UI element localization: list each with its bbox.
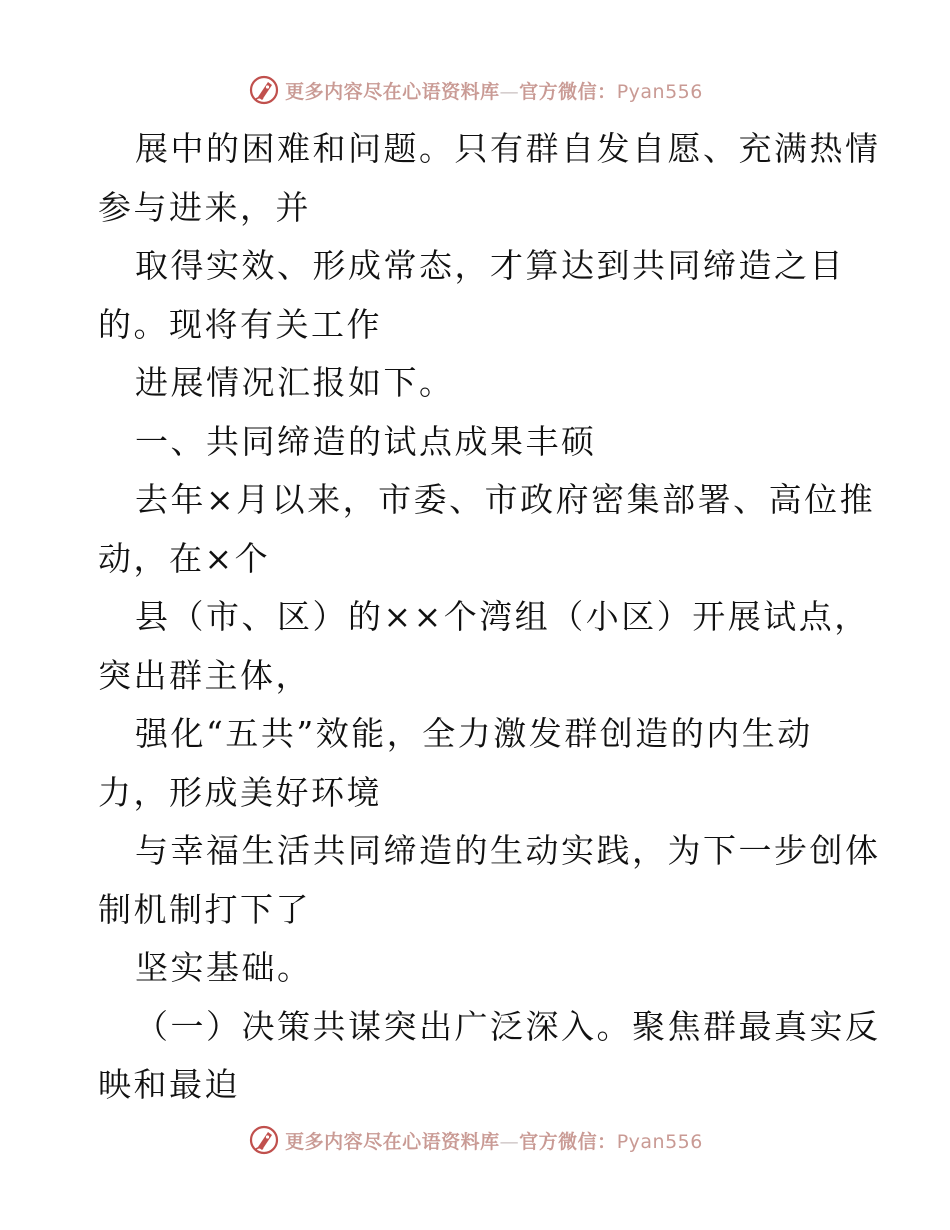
text-line: 突出群主体， <box>98 655 311 695</box>
text-line: 力，形成美好环境 <box>98 772 382 812</box>
section-heading: 一、共同缔造的试点成果丰硕 <box>135 421 597 461</box>
text-line: 动，在×个 <box>98 538 271 578</box>
text-line: 进展情况汇报如下。 <box>135 363 455 402</box>
text-line: 映和最迫 <box>98 1065 240 1104</box>
pen-nib-logo-icon <box>247 73 281 107</box>
text-line: 的。现将有关工作 <box>98 304 382 344</box>
subsection-heading: （一）决策共谋突出广泛深入。聚焦群最真实反 <box>135 1006 881 1046</box>
watermark-text: 更多内容尽在心语资料库—官方微信：Pyan556 <box>285 80 703 103</box>
text-line: 去年×月以来，市委、市政府密集部署、高位推 <box>135 480 876 519</box>
text-line: 参与进来，并 <box>98 187 311 227</box>
text-line: 展中的困难和问题。只有群自发自愿、充满热情 <box>135 129 881 168</box>
header-watermark <box>0 70 950 110</box>
pen-nib-logo-icon <box>247 1123 281 1157</box>
text-line: 坚实基础。 <box>135 948 313 987</box>
text-line: 强化“五共”效能，全力激发群创造的内生动 <box>135 714 813 753</box>
document-body <box>98 120 888 1115</box>
watermark-text: 更多内容尽在心语资料库—官方微信：Pyan556 <box>285 1130 703 1153</box>
text-line: 与幸福生活共同缔造的生动实践，为下一步创体 <box>135 831 881 870</box>
footer-watermark <box>0 1120 950 1160</box>
text-line: 取得实效、形成常态，才算达到共同缔造之目 <box>135 246 845 285</box>
text-line: 县（市、区）的××个湾组（小区）开展试点， <box>135 597 870 636</box>
text-line: 制机制打下了 <box>98 889 311 929</box>
